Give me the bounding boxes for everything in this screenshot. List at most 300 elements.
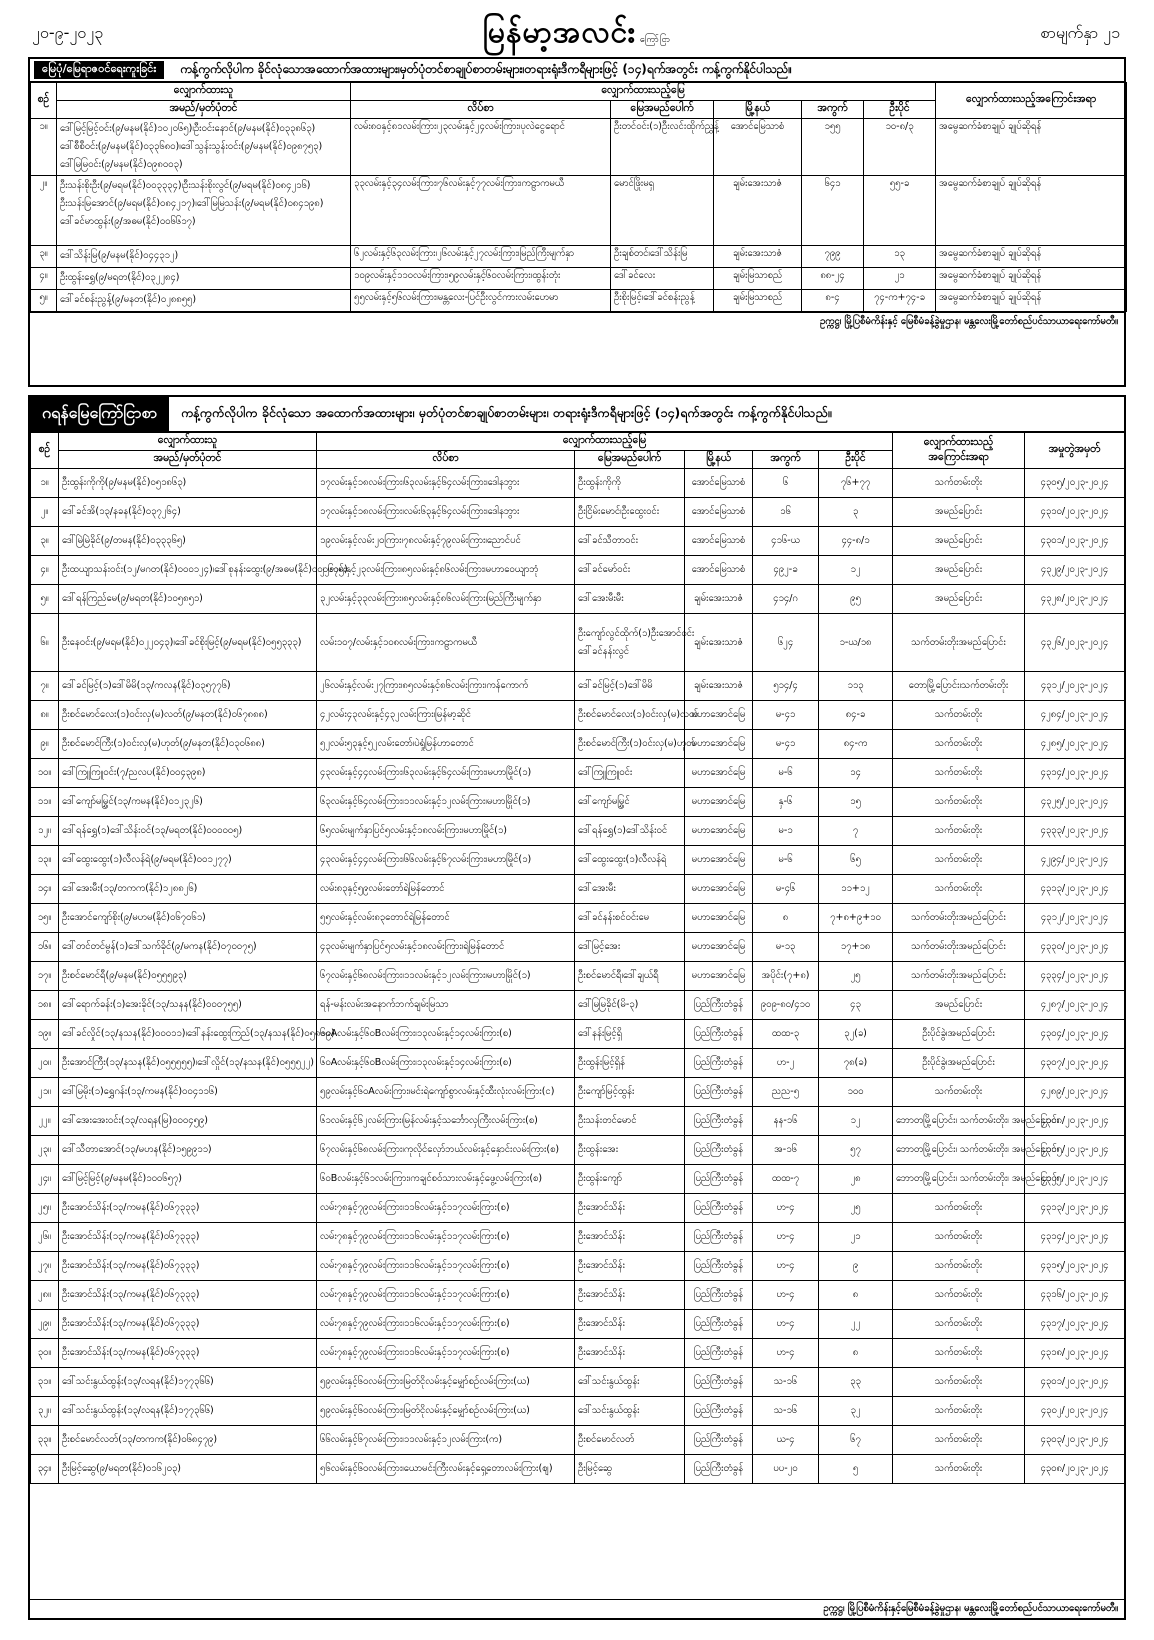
purpose: ဦးပိုင်ခွဲ၊အမည်ပြောင်း [893, 1049, 1025, 1078]
section-badge: ဂရန်မြေကြော်ငြာစာ [30, 397, 169, 431]
applicant-name: ဒေါ်အေးမီး(၁၃/တကက(နိုင်)၁၂၈၈၂၆) [59, 875, 317, 904]
table-row [31, 119, 1127, 176]
address: ရန်-မန်းလမ်းအနောက်ဘက်ချမ်းမြသာ [317, 991, 575, 1020]
plot: ၂၅ [819, 962, 893, 991]
purpose: သက်တမ်းတိုး [893, 701, 1025, 730]
township: ချမ်းအေးသာဇံ [714, 246, 802, 268]
township: ပြည်ကြီးတံခွန် [685, 1310, 753, 1339]
purpose: အမွေဆက်ခံစာချုပ် ချုပ်ဆိုရန် [936, 176, 1127, 246]
address: ၆၅လမ်းမျက်နှာပြင်၅လမ်းနှင့်၁၈လမ်းကြား၊မဟာမြိုင်(၁) [317, 817, 575, 846]
land-owner: ဦးထွန်းကိုကို [575, 469, 685, 498]
address: ၁၀၉လမ်းနှင့်၁၁၀လမ်းကြား၊၅၉လမ်းနှင့်၆၀လမ်းကြား၊ထွန်းတုံး [351, 268, 611, 290]
applicant-name: ဦးစင်မောင်ကြီး(၁)ဝင်းလှ(မ)ဟုတ်(၉/မနတ(နိုင်)၀၃၀၆၈၈) [59, 730, 317, 759]
township: ပြည်ကြီးတံခွန် [685, 1252, 753, 1281]
plot: ၃၂ [819, 1397, 893, 1426]
land-owner: ဒေါ်သင်းနွယ်ထွန်း [575, 1368, 685, 1397]
block: ၈-၄ [802, 290, 864, 312]
block: ဟ-၄ [753, 1310, 819, 1339]
row-no: ၁၂။ [31, 817, 59, 846]
township: ပြည်ကြီးတံခွန် [685, 1049, 753, 1078]
block: ဟ-၂ [753, 1049, 819, 1078]
applicant-name: ဦးထယျာသန်းဝင်း(၁၂/မဂတ(နိုင်)၀၀၀၁၂၄)၊ဒေါ်စုနန်းထွေး(၉/အဓမ(နိုင်)၀၀၀၆၇၅) [59, 556, 317, 585]
township: အောင်မြေသာစံ [685, 469, 753, 498]
applicant-name: ဦးသန်းစိုးဦး(၉/မရမ(နိုင်)၀၀၃၃၃၄)၊ဦးသန်းစိုးလွင်(၉/မရမ(နိုင်)၀၈၄၂၁၆) [60, 180, 311, 191]
township: ပြည်ကြီးတံခွန် [685, 1020, 753, 1049]
address: ၆၁လမ်းနှင့်၆၂လမ်းကြား၊မြန်လမ်းနှင့်သင်္ဘောလှကြီးလမ်းကြား(စ) [317, 1107, 575, 1136]
row-no: ၉။ [31, 730, 59, 759]
block: မ-၆ [753, 759, 819, 788]
applicant-name: ဒေါ်မြဲမြဲခိုင်(၉/တမန(နိုင်)၀၃၃၃၆၅) [59, 527, 317, 556]
address: လမ်း၇၈နှင့်၇၉လမ်းကြား၊၁၁၆လမ်းနှင့်၁၁၇လမ်းကြား(စ) [317, 1281, 575, 1310]
address: လမ်း၇၈နှင့်၇၉လမ်းကြား၊၁၁၆လမ်းနှင့်၁၁၇လမ်းကြား(စ) [317, 1310, 575, 1339]
plot: ၇+၈+၉+၁၀ [819, 904, 893, 933]
address: ၂၂လမ်းနှင့်၂၃လမ်းကြား၊၈၅လမ်းနှင့်၈၆လမ်းကြား၊မဟာဝေယျာဘုံ [317, 556, 575, 585]
row-no: ၁။ [31, 119, 57, 176]
section-footer: ဥက္ကဋ္ဌ၊ မြို့ပြစီမံကိန်းနှင့်မြေစီမံခန့်ခွဲမှုဌာန၊ မန္တလေးမြို့တော်စည်ပင်သာယာရေးကော်မတီ။ [30, 1599, 1124, 1618]
applicant-name: ဦးနေဝင်း(၉/မရမ(နိုင်)၀၂၂၀၄၃)၊ဒေါ်ခင်စိုးမြင့်(၉/မရမ(နိုင်)၀၅၅၃၃၃) [59, 614, 317, 672]
case-ref: ၄၃၀၈/၂၀၂၃-၂၀၂၄ [1025, 1455, 1125, 1484]
applicant-name: ဦးစင်မောင်လတ်(၁၃/တကက(နိုင်)၀၆၈၄၇၉) [59, 1426, 317, 1455]
purpose: သက်တမ်းတိုး [893, 1223, 1025, 1252]
purpose: သက်တမ်းတိုးအမည်ပြောင်း [893, 933, 1025, 962]
block: မ-၆ [753, 846, 819, 875]
block: မ-၁၃ [753, 933, 819, 962]
applicant-name: ဒေါ်ခင်မြင့်(၁)ဒေါ်မိမိ(၁၃/ကလန(နိုင်)၀၃၅၇၇၆) [59, 672, 317, 701]
applicant-name: ဦးအောင်သိန်း(၁၃/ကမန(နိုင်)၀၆၇၃၃၃) [59, 1310, 317, 1339]
applicant-names [57, 246, 351, 268]
plot: ၅၅-ခ [864, 176, 936, 246]
land-owner: ဦးအောင်သိန်း [575, 1310, 685, 1339]
plot: ၃ [819, 498, 893, 527]
address: ၆၀Aလမ်းနှင့်၆၀Bလမ်းကြား၊၁၃လမ်းနှင့်၁၄လမ်းကြား(စ) [317, 1020, 575, 1049]
address: ၆၇လမ်းနှင့်၆၈လမ်းကြား၊ကုလိုင်လှော်ဘယ်လမ်းနှင့်နှောင်းလမ်းကြား(စ) [317, 1136, 575, 1165]
purpose: အမွေဆက်ခံစာချုပ် ချုပ်ဆိုရန် [936, 246, 1127, 268]
address: ၅၂လမ်း၅၃နှင့်၅၂လမ်းတော်၊ပဲရှုံမြန်ဟာတောင် [317, 730, 575, 759]
case-ref: ၄၃၁၄/၂၀၂၃-၂၀၂၄ [1025, 759, 1125, 788]
case-ref: ၄၃၁၅/၂၀၂၃-၂၀၂၄ [1025, 1252, 1125, 1281]
row-no: ၂၄။ [31, 1165, 59, 1194]
plot: ၂၁ [864, 268, 936, 290]
township: မဟာအောင်မြေ [685, 701, 753, 730]
purpose: အမွေဆက်ခံစာချုပ် ချုပ်ဆိုရန် [936, 119, 1127, 176]
col-land-group: လျှောက်ထားသည့်မြေ [317, 433, 893, 451]
case-ref: ၄၃၀၁/၂၀၂၃-၂၀၂၄ [1025, 1368, 1125, 1397]
row-no: ၃။ [31, 246, 57, 268]
block: မ-၄၁ [753, 701, 819, 730]
col-ref: အမှုတွဲအမှတ် [1025, 433, 1125, 469]
land-owner: ဦးစင်မောင်ကြီး(၁)ဝင်းလှ(မ)ဟုတ် [575, 730, 685, 759]
applicant-name: ဒေါ်ခင်လှိုင်(၁၃/နသန(နိုင်)၀၀၀၁၁)၊ဒေါ်နန်းထွေးကြည်(၁၃/နသန(နိုင်)၀၅၈၀၉) [59, 1020, 317, 1049]
table-row [31, 1397, 1125, 1426]
address: ၃၃လမ်းနှင့်၃၄လမ်းကြား၊၇၆လမ်းနှင့်၇၇လမ်းကြား၊ကဠာကမယီ [351, 176, 611, 246]
land-owner: ဦးစိုးမြင့်၊ဒေါ်ခင်စန်းညွန့် [611, 290, 714, 312]
table-row [31, 817, 1125, 846]
objection-notice: ကန့်ကွက်လိုပါက ခိုင်လုံသောအထောက်အထားများ၊မှတ်ပုံတင်စာချုပ်စာတမ်းများ၊တရားရုံးဒီကရီများဖြင့် (၁၄)ရက်အတွင်း ကန့်ကွက်နိုင်ပါသည်။ [180, 62, 793, 76]
row-no: ၃။ [31, 527, 59, 556]
purpose: ဘောတမြို့ပြောင်း၊ သက်တမ်းတိုး၊ အမည်ပြောင်း [893, 1107, 1025, 1136]
row-no: ၄။ [31, 556, 59, 585]
land-owner: ဦးငြိမ်းမောင်၊ဦးထွေးဝင်း [575, 498, 685, 527]
case-ref: ၄၂၉၄/၂၀၂၃-၂၀၂၄ [1025, 846, 1125, 875]
plot: ၄၃ [819, 991, 893, 1020]
section-footer: ဥက္ကဋ္ဌ၊ မြို့ပြစီမံကိန်းနှင့် မြေစီမံခန့်ခွဲမှုဌာန၊ မန္တလေးမြို့တော်စည်ပင်သာယာရေးကော်မတီ။ [30, 312, 1124, 331]
col-no: စဉ် [31, 83, 57, 119]
table-row [31, 469, 1125, 498]
block: ထထ-၇ [753, 1165, 819, 1194]
case-ref: ၄၃၀၅/၂၀၂၃-၂၀၂၄ [1025, 469, 1125, 498]
address: ၅၉လမ်းနှင့်၆၀လမ်းကြား၊မြတ်ငိုလမ်းနှင့်မျှော်စဉ်လမ်းကြား(ယ) [317, 1397, 575, 1426]
case-ref: ၄၃၀၄/၂၀၂၃-၂၀၂၄ [1025, 1020, 1125, 1049]
purpose: အမည်ပြောင်း [893, 556, 1025, 585]
row-no: ၁၆။ [31, 933, 59, 962]
applicant-name: ဦးအောင်ကြီး(၁၃/နသန(နိုင်)၀၅၅၅၅၅)၊ဒေါ်လှိုင်(၁၃/နသန(နိုင်)၀၅၅၅၂၂) [59, 1049, 317, 1078]
col-name: အမည်/မှတ်ပုံတင် [57, 101, 351, 119]
purpose: သက်တမ်းတိုး [893, 1310, 1025, 1339]
table-row [31, 1020, 1125, 1049]
township: ချမ်းအေးသာဇံ [685, 614, 753, 672]
purpose: သက်တမ်းတိုး [893, 817, 1025, 846]
land-owner: ဒေါ်ခင်နန်းစင်ဝင်းမေ [575, 904, 685, 933]
applicant-name: ဒေါ်အေးအေးဝင်း(၁၃/လရန(မြ)၀၀၀၄၅၉) [59, 1107, 317, 1136]
address: ၄၃လမ်းနှင့်၄၄လမ်းကြား၊၆၆လမ်းနှင့်၆၇လမ်းကြား၊မဟာမြိုင်(၁) [317, 846, 575, 875]
block: ၆၄၁ [802, 176, 864, 246]
plot: ၄၄-၈/၁ [819, 527, 893, 556]
table-row [31, 1339, 1125, 1368]
applicant-name: ဦးစင်မောင်လေး(၁)ဝင်းလှ(မ)လတ်(၉/မနတ(နိုင်)၀၆၇၈၈၈) [59, 701, 317, 730]
plot: ၁၄ [819, 759, 893, 788]
page-number: စာမျက်နှာ ၂၁ [1040, 23, 1120, 42]
township: ပြည်ကြီးတံခွန် [685, 1078, 753, 1107]
row-no: ၂၅။ [31, 1194, 59, 1223]
table-row [31, 1252, 1125, 1281]
applicant-name: ဦးမြင့်ဆွေ(၉/မရတ(နိုင်)၀၁၆၂၀၃) [59, 1455, 317, 1484]
purpose: သက်တမ်းတိုး [893, 788, 1025, 817]
address: ၅၅လမ်းနှင့်၅၆လမ်းကြား၊မန္တလေး-ပြင်ဦးလွင်ကားလမ်းဟေမာ [351, 290, 611, 312]
masthead-title: မြန်မာ့အလင်း [482, 15, 636, 50]
issue-date: ၂၀-၉-၂၀၂၃ [32, 23, 104, 42]
table-row [31, 991, 1125, 1020]
col-owner: မြေအမည်ပေါက် [575, 451, 685, 469]
applicant-name: ဦးအောင်သိန်း(၁၃/ကမန(နိုင်)၀၆၇၃၃၃) [59, 1223, 317, 1252]
address: လမ်း၈၀နှင့်၈၁လမ်းကြား၊၂၃လမ်းနှင့်၂၄လမ်းကြား၊ပုလဲငွေရောင် [351, 119, 611, 176]
table-row [31, 875, 1125, 904]
row-no: ၅။ [31, 290, 57, 312]
block: ဟ-၄ [753, 1281, 819, 1310]
row-no: ၁၃။ [31, 846, 59, 875]
plot: ၃၃ [819, 1368, 893, 1397]
address: လမ်း၈၃နှင့်၅၉လမ်းတော်ရဲမြန်တောင် [317, 875, 575, 904]
address: လမ်း၇၈နှင့်၇၉လမ်းကြား၊၁၁၆လမ်းနှင့်၁၁၇လမ်းကြား(စ) [317, 1339, 575, 1368]
land-owner-line: ဒေါ်ခင်နန်းလွင် [578, 645, 630, 657]
row-no: ၂၈။ [31, 1281, 59, 1310]
purpose: သက်တမ်းတိုး [893, 469, 1025, 498]
block: သ-၁၆ [753, 1368, 819, 1397]
case-ref: ၄၃၃၃/၂၀၂၃-၂၀၂၄ [1025, 817, 1125, 846]
row-no: ၅။ [31, 585, 59, 614]
applicant-name: ဦးထွန်းရွှေ(၉/မရတ(နိုင်)၀၃၂၂၈၄) [60, 272, 180, 283]
row-no: ၁၉။ [31, 1020, 59, 1049]
address: ၆၂လမ်းနှင့်၆၃လမ်းကြား၊၂၆လမ်းနှင့်၂၇လမ်းကြား၊မြည်ကြီးမျက်နှာ [351, 246, 611, 268]
applicant-name: ဦးအောင်သိန်း(၁၃/ကမန(နိုင်)၀၆၇၃၃၃) [59, 1194, 317, 1223]
township: ပြည်ကြီးတံခွန် [685, 1165, 753, 1194]
plot: ၁၀၀ [819, 1078, 893, 1107]
address: ၅၆လမ်းနှင့်၆၀လမ်းကြား၊ယောမင်းကြီးလမ်းနှင့်ရှေ့တောလမ်းကြား(ဈ) [317, 1455, 575, 1484]
applicant-name: ဦးအောင်သိန်း(၁၃/ကမန(နိုင်)၀၆၇၃၃၃) [59, 1252, 317, 1281]
purpose: သက်တမ်းတိုး [893, 1455, 1025, 1484]
block: ၄၁၆-ယ [753, 527, 819, 556]
land-owner: ဦးအောင်သိန်း [575, 1339, 685, 1368]
table-row [31, 290, 1127, 312]
block: နန-၁၆ [753, 1107, 819, 1136]
purpose: သက်တမ်းတိုး [893, 1194, 1025, 1223]
plot: ၁၁၃ [819, 672, 893, 701]
block: မ-၄၁ [753, 730, 819, 759]
address: ၅၅လမ်းနှင့်လမ်း၈၃တောင်ရဲမြန်တောင် [317, 904, 575, 933]
township: မဟာအောင်မြေ [685, 817, 753, 846]
land-record-table [30, 82, 1127, 312]
purpose: အမွေဆက်ခံစာချုပ် ချုပ်ဆိုရန် [936, 290, 1127, 312]
case-ref: ၄၃၂၈/၂၀၂၃-၂၀၂၄ [1025, 585, 1125, 614]
block: ၈ [753, 904, 819, 933]
row-no: ၃၄။ [31, 1455, 59, 1484]
row-no: ၂၆။ [31, 1223, 59, 1252]
table-row [31, 614, 1125, 672]
applicant-name: ဒေါ်မြင့်မြင့်(၉/မနမ(နိုင်)၁၀၀၆၅၇) [59, 1165, 317, 1194]
township: ချမ်းမြသာစည် [714, 268, 802, 290]
block: အ-၁၆ [753, 1136, 819, 1165]
table-row [31, 759, 1125, 788]
table-row [31, 1426, 1125, 1455]
land-owner: ဒေါ်မြင့်အေး [575, 933, 685, 962]
address: လမ်း၇၈နှင့်၇၉လမ်းကြား၊၁၁၆လမ်းနှင့်၁၁၇လမ်းကြား(စ) [317, 1252, 575, 1281]
case-ref: ၄၃၀၃/၂၀၂၃-၂၀၂၄ [1025, 1426, 1125, 1455]
plot: ၂၂ [819, 1310, 893, 1339]
land-owner: ဦးကျော်မြင့်ထွန်း [575, 1078, 685, 1107]
block: သ-၁၆ [753, 1397, 819, 1426]
block: ယ-၄ [753, 1426, 819, 1455]
plot: ၅ [819, 1455, 893, 1484]
row-no: ၈။ [31, 701, 59, 730]
table-row [31, 788, 1125, 817]
case-ref: ၄၃၀၈/၂၀၂၃-၂၀၂၄ [1025, 1107, 1125, 1136]
address: ၁၉လမ်းနှင့်လမ်း၂၀ကြား၊၇၈လမ်းနှင့်၇၉လမ်းကြား၊ညောင်ပင် [317, 527, 575, 556]
address: ၂၆လမ်းနှင့်လမ်း၂၇ကြား၊၈၅လမ်းနှင့်၈၆လမ်းကြား၊ကန်ကောက် [317, 672, 575, 701]
purpose: သက်တမ်းတိုး [893, 846, 1025, 875]
case-ref: ၄၂၈၄/၂၀၂၃-၂၀၂၄ [1025, 701, 1125, 730]
table-row [31, 556, 1125, 585]
table-row [31, 933, 1125, 962]
applicant-name: ဒေါ်ရန်ရွှေ(၁)ဒေါ်သိန်းဝင်(၁၃/မရတ(နိုင်)၀၀၀၀၀၅) [59, 817, 317, 846]
township: ပြည်ကြီးတံခွန် [685, 1368, 753, 1397]
plot: ၂၁ [819, 1223, 893, 1252]
plot: ၁-ယ/၁၈ [819, 614, 893, 672]
block: ညည-၅ [753, 1078, 819, 1107]
col-purpose: လျှောက်ထားသည့်အကြောင်းအရာ [936, 83, 1127, 119]
township: ချမ်းအေးသာဇံ [714, 176, 802, 246]
purpose: သက်တမ်းတိုး [893, 1397, 1025, 1426]
col-name: အမည်/မှတ်ပုံတင် [59, 451, 317, 469]
township: ပြည်ကြီးတံခွန် [685, 1107, 753, 1136]
applicant-names [57, 119, 351, 176]
address: ၄၃လမ်းနှင့်၄၄လမ်းကြား၊၆၃လမ်းနှင့်၆၄လမ်းကြား၊မဟာမြိုင်(၁) [317, 759, 575, 788]
row-no: ၃၃။ [31, 1426, 59, 1455]
purpose: သက်တမ်းတိုး [893, 1281, 1025, 1310]
township: ပြည်ကြီးတံခွန် [685, 1397, 753, 1426]
table-row [31, 527, 1125, 556]
land-owner: ဒေါ်ခင်သီတာဝင်း [575, 527, 685, 556]
land-owner: ဦးထွန်းမြင့်ရှိန် [575, 1049, 685, 1078]
land-owner: ဦးအောင်သိန်း [575, 1281, 685, 1310]
block: ၈၈-၂၄ [802, 268, 864, 290]
case-ref: ၄၃၁၃/၂၀၂၃-၂၀၂၄ [1025, 1194, 1125, 1223]
land-owner: ဒေါ်ခင်မော်ဝင်း [575, 556, 685, 585]
table-row [31, 730, 1125, 759]
col-owner: မြေအမည်ပေါက် [611, 101, 714, 119]
plot: ၃၂(ခ) [819, 1020, 893, 1049]
applicant-name: ဒေါ်ရောက်ခန်း(၁)အေးခိုင်(၁၃/သနန(နိုင်)၀၀၀၇၅၅) [59, 991, 317, 1020]
table-row [31, 962, 1125, 991]
table-row [31, 1310, 1125, 1339]
table-row [31, 1368, 1125, 1397]
applicant-name: ဒေါ်ကျော်မမြွှင်(၁၃/ကမန(နိုင်)၀၁၂၃၂၆) [59, 788, 317, 817]
block: ၅၁၄/၄ [753, 672, 819, 701]
purpose: သက်တမ်းတိုး [893, 875, 1025, 904]
table-row [31, 1223, 1125, 1252]
case-ref: ၄၃၁၇/၂၀၂၃-၂၀၂၄ [1025, 1310, 1125, 1339]
row-no: ၆။ [31, 614, 59, 672]
case-ref: ၄၃၂၉/၂၀၂၃-၂၀၂၄ [1025, 556, 1125, 585]
applicant-names [57, 268, 351, 290]
case-ref: ၄၃၁၂/၂၀၂၃-၂၀၂၄ [1025, 904, 1125, 933]
address: လမ်း၇၈နှင့်၇၉လမ်းကြား၊၁၁၆လမ်းနှင့်၁၁၇လမ်းကြား(စ) [317, 1194, 575, 1223]
plot: ၁၂ [819, 1107, 893, 1136]
row-no: ၁၀။ [31, 759, 59, 788]
address: ၄၃လမ်းမျက်နှာပြင်၅လမ်းနှင့်၁၈လမ်းကြား၊ရဲမြန်တောင် [317, 933, 575, 962]
address: ၆၀Bလမ်းနှင့်၆၁လမ်းကြား၊ကချင်စဝ်သားလမ်းနှင့်ဖွေ့လမ်းကြား(စ) [317, 1165, 575, 1194]
case-ref: ၄၃၁၈/၂၀၂၃-၂၀၂၄ [1025, 1339, 1125, 1368]
row-no: ၇။ [31, 672, 59, 701]
plot: ၈ [819, 1281, 893, 1310]
applicant-name: ဒေါ်စီစီဝင်း(၉/မနမ(နိုင်)၀၃၃၆၈၀)၊ဒေါ်သွန်းသွန်းဝင်း(၉/မနမ(နိုင်)၀၉၈၇၅၃) [60, 141, 323, 152]
case-ref: ၄၃၁၀/၂၀၂၃-၂၀၂၄ [1025, 498, 1125, 527]
purpose: သက်တမ်းတိုးအမည်ပြောင်း [893, 962, 1025, 991]
plot: ၂၅ [819, 1194, 893, 1223]
township: မဟာအောင်မြေ [685, 759, 753, 788]
land-owner: ဒေါ်အေးမီး [575, 875, 685, 904]
plot: ၉၅ [819, 585, 893, 614]
row-no: ၂။ [31, 176, 57, 246]
township: ပြည်ကြီးတံခွန် [685, 1339, 753, 1368]
block: ၁၆ [753, 498, 819, 527]
row-no: ၂၃။ [31, 1136, 59, 1165]
township: မဟာအောင်မြေ [685, 962, 753, 991]
section-title-bar [30, 397, 1124, 432]
table-row [31, 1049, 1125, 1078]
applicant-name: ဒေါ်သင်းနွယ်ထွန်း(၁၃/လရန(နိုင်)၁၇၇၃၆၆) [59, 1397, 317, 1426]
applicant-name: ဒေါ်ခင်အိ(၁၃/နခန(နိုင်)၀၃၇၂၆၄) [59, 498, 317, 527]
land-owner: ဒေါ်ခင်လေး [611, 268, 714, 290]
applicant-name: ဒေါ်သိန်းမြ(၉/မနမ(နိုင်)၀၄၄၃၁၂) [60, 250, 179, 261]
plot: ၈၄-ခ [819, 701, 893, 730]
case-ref: ၄၃၃၀/၂၀၂၃-၂၀၂၄ [1025, 933, 1125, 962]
land-owner: ဦးအောင်သိန်း [575, 1223, 685, 1252]
plot: ၆၅ [819, 846, 893, 875]
col-plot: ဦးပိုင် [864, 101, 936, 119]
applicant-name: ဒေါ်မြမြဝင်း(၉/မနမ(နိုင်)၀၉၈၀၀၃) [60, 159, 183, 170]
case-ref: ၄၃၂၆/၂၀၂၃-၂၀၂၄ [1025, 614, 1125, 672]
col-land-group: လျှောက်ထားသည့်မြေ [351, 83, 936, 101]
purpose: ဦးပိုင်ခွဲ၊အမည်ပြောင်း [893, 1020, 1025, 1049]
plot: ၁၂ [819, 556, 893, 585]
purpose: သက်တမ်းတိုးအမည်ပြောင်း [893, 614, 1025, 672]
township: မဟာအောင်မြေ [685, 846, 753, 875]
block: ဟ-၄ [753, 1194, 819, 1223]
applicant-names [57, 176, 351, 246]
purpose: သက်တမ်းတိုးအမည်ပြောင်း [893, 904, 1025, 933]
row-no: ၂၇။ [31, 1252, 59, 1281]
land-owner: ဦးစင်မောင်လတ် [575, 1426, 685, 1455]
applicant-name: ဦးအောင်ကျော်စိုး(၉/မဟမ(နိုင်)၀၆၇၀၆၁) [59, 904, 317, 933]
table-row [31, 176, 1127, 246]
plot: ၁၇+၁၈ [819, 933, 893, 962]
section-title-bar [30, 59, 1124, 82]
land-owner: ဦးစင်မောင်ရီ၊ဒေါ်ချယ်ရီ [575, 962, 685, 991]
applicant-name: ဒေါ်ရန်ကြည်မေ(၉/မရတ(နိုင်)၁၀၅၈၅၁) [59, 585, 317, 614]
land-owner: ဒေါ်အေးမီးမီး [575, 585, 685, 614]
land-owner: ဦးထွန်းအေး [575, 1136, 685, 1165]
township: ပြည်ကြီးတံခွန် [685, 1136, 753, 1165]
land-owner: ဒေါ်ရန်ရွှေ(၁)ဒေါ်သိန်းဝင် [575, 817, 685, 846]
purpose: အမည်ပြောင်း [893, 585, 1025, 614]
table-row [31, 585, 1125, 614]
grant-land-table [30, 432, 1125, 1484]
row-no: ၂။ [31, 498, 59, 527]
applicant-name: ဦးစင်မောင်ရီ(၉/မနမ(နိုင်)၀၅၅၅၉၃) [59, 962, 317, 991]
block: ၉၀၉-၈၀/၄၁၀ [753, 991, 819, 1020]
col-applicant-group: လျှောက်ထားသူ [59, 433, 317, 451]
plot: ၅၇ [819, 1136, 893, 1165]
land-owner: ဦးအောင်သိန်း [575, 1194, 685, 1223]
township: ချမ်းအေးသာဇံ [685, 672, 753, 701]
row-no: ၁၅။ [31, 904, 59, 933]
table-row [31, 672, 1125, 701]
land-owner: ဒေါ်ကျော်မမြွှင် [575, 788, 685, 817]
block: ၆ [753, 469, 819, 498]
address: ၅၉လမ်းနှင့်၆၀Aလမ်းကြား၊မင်းရဲကျော်စွာလမ်းနှင့်ထီးလုံးလမ်းကြား(င) [317, 1078, 575, 1107]
row-no: ၂၉။ [31, 1310, 59, 1339]
table-row [31, 1107, 1125, 1136]
row-no: ၄။ [31, 268, 57, 290]
plot: ၁၅ [819, 788, 893, 817]
land-owner [575, 614, 695, 672]
case-ref: ၄၃၂၅/၂၀၂၃-၂၀၂၄ [1025, 788, 1125, 817]
applicant-name: ဒေါ်သင်းနွယ်ထွန်း(၁၃/လရန(နိုင်)၁၇၇၃၆၆) [59, 1368, 317, 1397]
address: ၆၆လမ်းနှင့်၆၇လမ်းကြား၊၁၁လမ်းနှင့်၁၂လမ်းကြား(က) [317, 1426, 575, 1455]
plot: ၆၇ [819, 1426, 893, 1455]
case-ref: ၄၃၂၅/၂၀၂၃-၂၀၂၄ [1025, 1165, 1125, 1194]
township: မဟာအောင်မြေ [685, 933, 753, 962]
purpose: ဘောတမြို့ပြောင်း၊ သက်တမ်းတိုး၊ အမည်ပြောင်း [893, 1165, 1025, 1194]
col-township: မြို့နယ် [685, 451, 753, 469]
table-row [31, 246, 1127, 268]
township: မဟာအောင်မြေ [685, 730, 753, 759]
plot: ၁၃ [864, 246, 936, 268]
township: မဟာအောင်မြေ [685, 875, 753, 904]
table-row [31, 846, 1125, 875]
land-owner: ဒေါ်မြမြခိုင်(မိ-၃) [575, 991, 685, 1020]
address: လမ်း၇၈နှင့်၇၉လမ်းကြား၊၁၁၆လမ်းနှင့်၁၁၇လမ်းကြား(စ) [317, 1223, 575, 1252]
township: ပြည်ကြီးတံခွန် [685, 1281, 753, 1310]
